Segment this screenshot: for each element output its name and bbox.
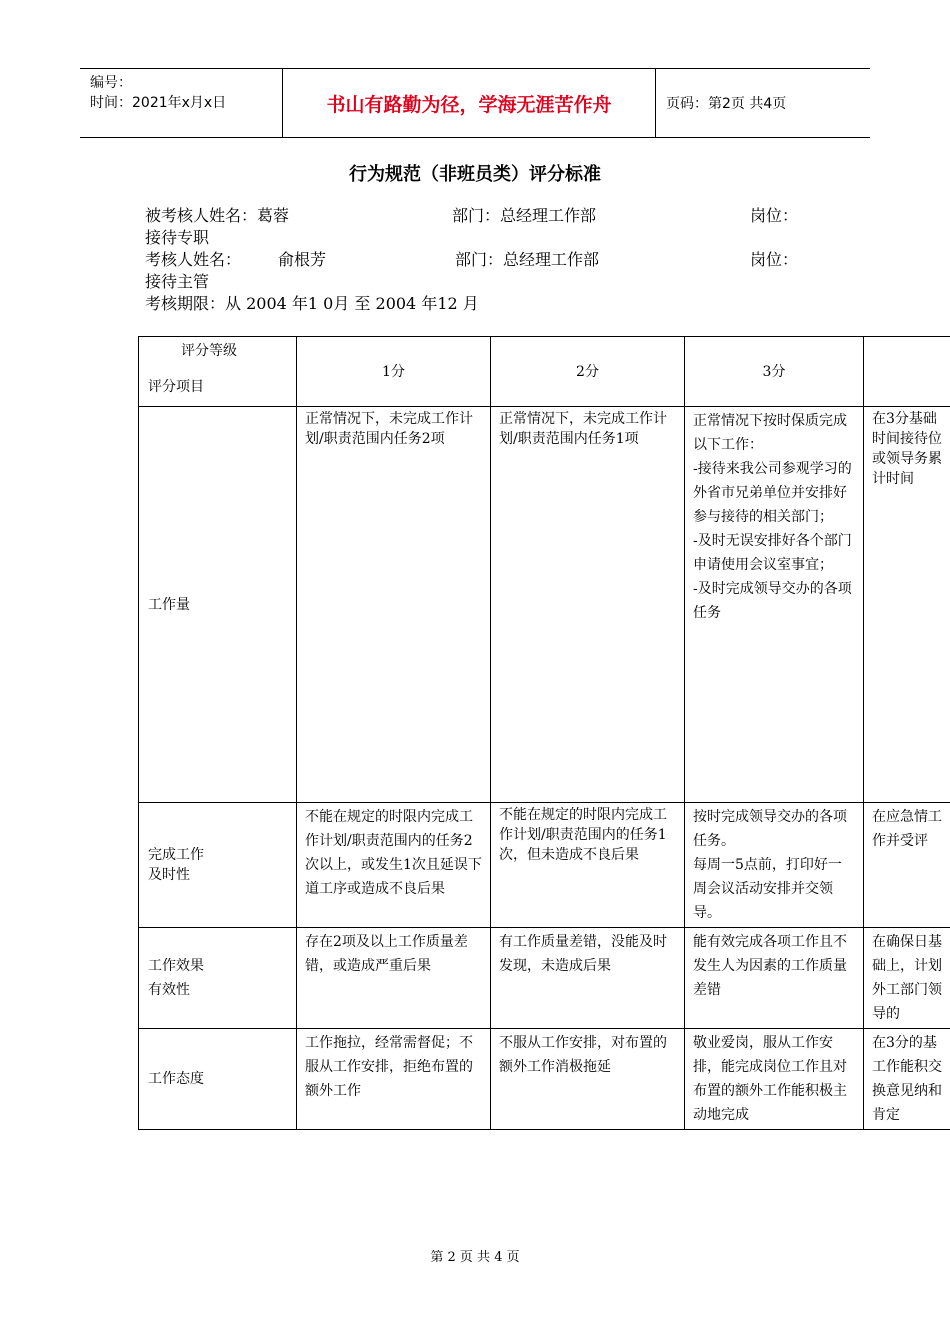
examinee-name: 被考核人姓名：葛蓉 (145, 206, 290, 225)
examinee-post: 接待专职 (145, 228, 210, 247)
row-item: 工作态度 (139, 1029, 297, 1130)
document-header (80, 68, 870, 138)
table-cell: 敬业爱岗，服从工作安排，能完成岗位工作且对布置的额外工作能积极主动地完成 (685, 1029, 864, 1130)
corner-item-label: 评分项目 (148, 379, 204, 395)
table-row (139, 803, 950, 928)
grade-header: 1分 (297, 337, 491, 407)
table-cell: 正常情况下，未完成工作计划/职责范围内任务1项 (491, 407, 685, 803)
table-cell: 在应急情工作并受评 (864, 803, 950, 928)
grade-header: 2分 (491, 337, 685, 407)
table-cell: 不能在规定的时限内完成工作计划/职责范围内的任务2次以上，或发生1次且延误下道工序或造成不良后果 (297, 803, 491, 928)
assessment-period: 考核期限：从 2004 年1 0月 至 2004 年12 月 (145, 294, 479, 313)
corner-cell (139, 337, 297, 407)
table-cell: 在3分基础时间接待位或领导务累计时间 (864, 407, 950, 803)
table-row (139, 407, 950, 803)
table-row (139, 1029, 950, 1130)
grade-header (864, 337, 950, 407)
table-header-row (139, 337, 950, 407)
examiner-dept: 部门：总经理工作部 (455, 250, 600, 269)
table-cell: 有工作质量差错，没能及时发现，未造成后果 (491, 928, 685, 1029)
row-item: 完成工作 及时性 (139, 803, 297, 928)
header-page-info: 页码：第2页 共4页 (666, 96, 787, 112)
examiner-name: 俞根芳 (278, 250, 327, 269)
table-cell: 工作拖拉，经常需督促；不服从工作安排，拒绝布置的额外工作 (297, 1029, 491, 1130)
examiner-post: 接待主管 (145, 272, 210, 291)
table-cell: 按时完成领导交办的各项任务。 每周一5点前，打印好一周会议活动安排并交领导。 (685, 803, 864, 928)
number-label: 编号： (90, 75, 132, 91)
table-row (139, 928, 950, 1029)
row-item: 工作量 (139, 407, 297, 803)
header-motto: 书山有路勤为径，学海无涯苦作舟 (282, 69, 656, 137)
examiner-name-label: 考核人姓名： (145, 250, 242, 269)
grade-header: 3分 (685, 337, 864, 407)
table-cell: 能有效完成各项工作且不发生人为因素的工作质量差错 (685, 928, 864, 1029)
table-cell: 在确保日基础上，计划外工部门领导的 (864, 928, 950, 1029)
corner-grade-label: 评分等级 (181, 343, 237, 359)
time-label: 时间：2021年x月x日 (90, 95, 227, 111)
table-cell: 不能在规定的时限内完成工作计划/职责范围内的任务1次，但未造成不良后果 (491, 803, 685, 928)
table-cell: 不服从工作安排，对布置的额外工作消极拖延 (491, 1029, 685, 1130)
examinee-dept: 部门：总经理工作部 (452, 206, 597, 225)
page-footer: 第 2 页 共 4 页 (430, 1250, 520, 1265)
examinee-post-label: 岗位： (750, 206, 799, 225)
header-meta (80, 69, 282, 137)
table-cell: 正常情况下，未完成工作计划/职责范围内任务2项 (297, 407, 491, 803)
table-cell: 在3分的基工作能积交换意见纳和肯定 (864, 1029, 950, 1130)
document-title: 行为规范（非班员类）评分标准 (349, 164, 601, 185)
examiner-post-label: 岗位： (750, 250, 799, 269)
scoring-table (138, 336, 950, 1130)
table-cell: 存在2项及以上工作质量差错，或造成严重后果 (297, 928, 491, 1029)
row-item: 工作效果 有效性 (139, 928, 297, 1029)
table-cell: 正常情况下按时保质完成以下工作： -接待来我公司参观学习的外省市兄弟单位并安排好参与接待的相关部门； -及时无误安排好各个部门申请使用会议室事宜； -及时完成领导交办的各项任务 (685, 407, 864, 803)
